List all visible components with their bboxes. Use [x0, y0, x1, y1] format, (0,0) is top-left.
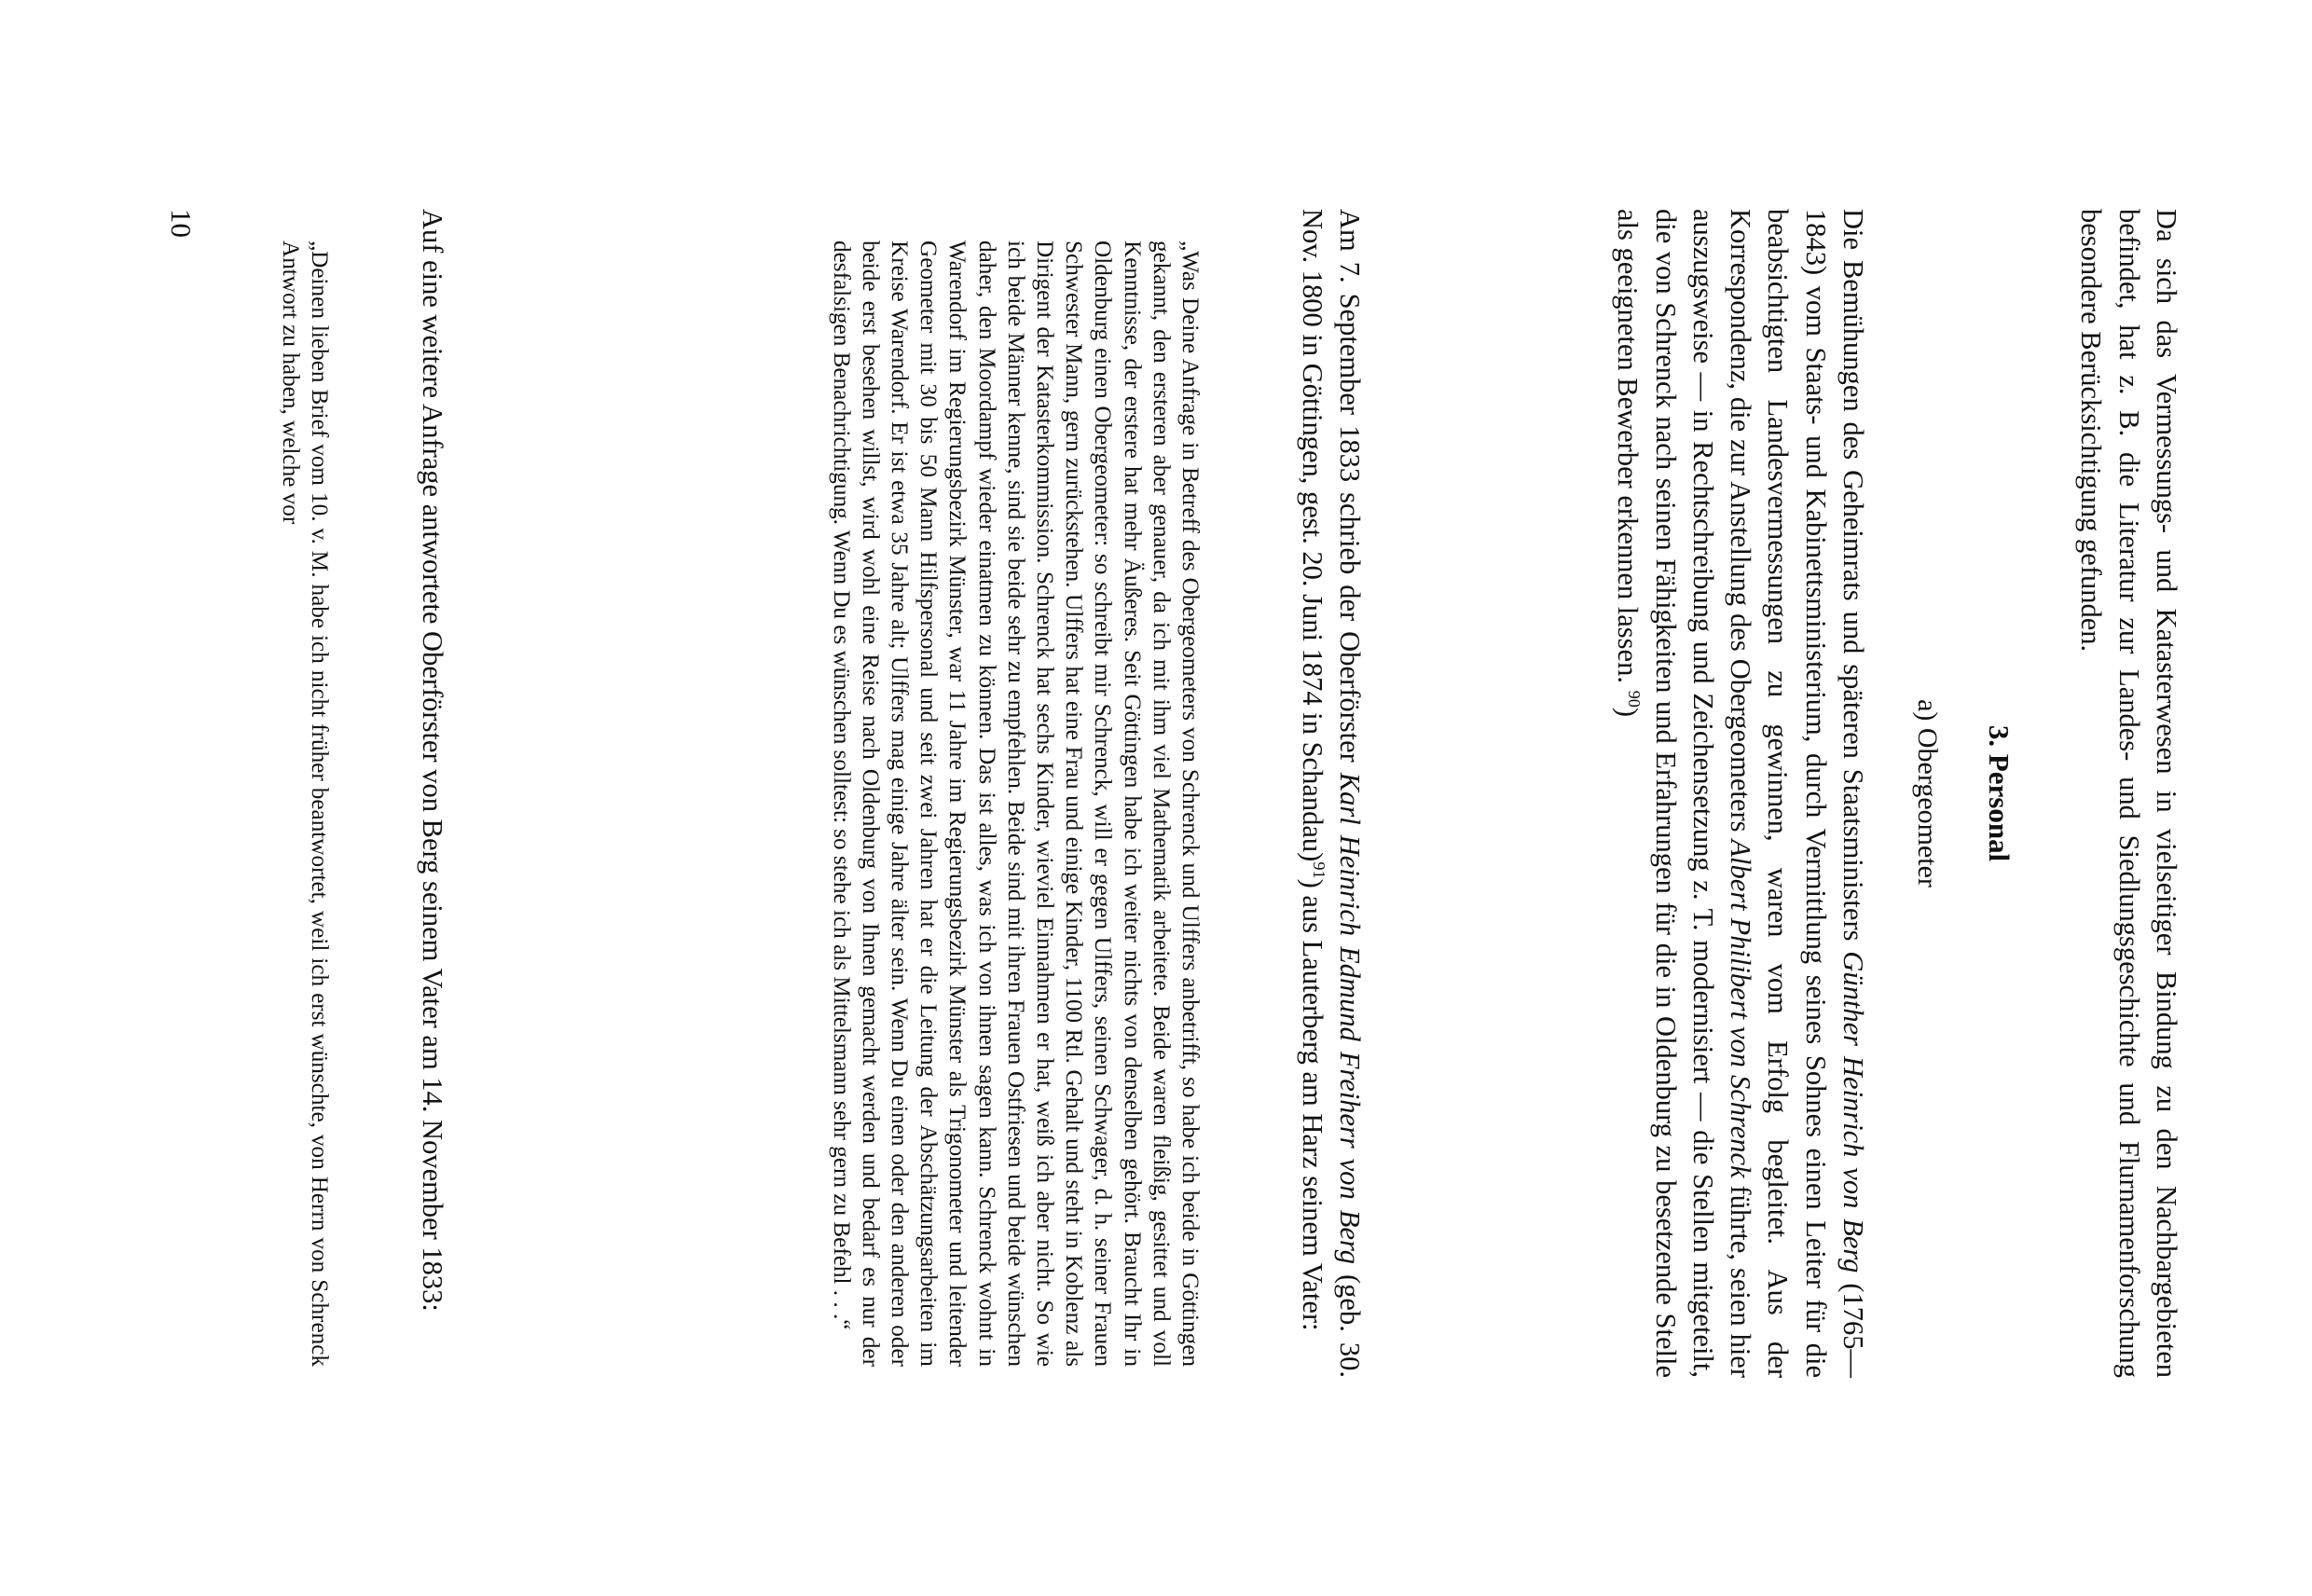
text-run: (1765—1843) vom Staats- und Kabinettsministerium, durch Vermittlung seines Sohnes einen Leiter für die beabsichtigten Landesvermessungen zu gewinnen, waren vom Erfolg begleitet. Aus der Korrespondenz, die zur Anstellung des Obergeometers	[1725, 209, 1869, 1378]
page-number: 10	[165, 209, 198, 238]
footnote-ref-90: 90	[1625, 690, 1645, 708]
paragraph-auf: Auf eine weitere Anfrage antwortete Oberförster von Berg seinem Vater am 14. November 1833:	[417, 209, 448, 1312]
letter-quote-2: „Deinen lieben Brief vom 10. v. M. habe ich nicht früher beantwortet, weil ich erst wünschte, von Herrn von Schrenck Antwort zu haben, welche vor	[277, 241, 332, 1367]
person-name-karl: Karl Heinrich Edmund Freiherr von Berg	[1334, 772, 1366, 1264]
person-name-schrenck: Albert Philibert von Schrenck	[1725, 839, 1757, 1178]
text-run: Die Bemühungen des Geheimrats und späteren Staatsministers	[1837, 209, 1869, 952]
text-run: führte, seien hier auszugsweise — in Rechtschreibung und Zeichensetzung z. T. modernisiert — die Stellen mitgeteilt, die von Schrenck nach seinen Fähigkeiten und Erfahrungen für die in Oldenburg zu besetzende Stelle als geeigneten Bewerber erkennen lassen.	[1612, 209, 1757, 1378]
text-run: ) aus Lauterberg am Harz seinem Vater:	[1296, 878, 1328, 1331]
paragraph-bemuehungen	[1609, 209, 1872, 1378]
section-heading: 3. Personal	[1983, 724, 2016, 862]
text-run: (geb. 30. Nov. 1800 in Göttingen, gest. 20. Juni 1874 in Schandau)	[1296, 209, 1366, 1378]
person-name-guenther: Günther Heinrich von Berg	[1837, 951, 1869, 1273]
paragraph-am7	[1293, 209, 1369, 1378]
letter-quote-1: „Was Deine Anfrage in Betreff des Obergeometers von Schrenck und Ulffers anbetrifft, so habe ich beide in Göttingen gekannt, den ersteren aber genauer, da ich mit ihm viel Mathematik arbeitete. Beide waren fleißig, gesittet und voll Kenntnisse, der erstere hat mehr Äußeres. Seit Göttingen habe ich weiter nichts von denselben gehört. Braucht Ihr in Oldenburg einen Obergeometer: so schreibt mir Schrenck, will er gegen Ulffers, seinen Schwager, d. h. seiner Frauen Schwester Mann, gern zurückstehen. Ulffers hat eine Frau und einige Kinder, 1100 Rtl. Gehalt und steht in Koblenz als Dirigent der Katasterkommission. Schrenck hat sechs Kinder, wieviel Einnahmen er hat, weiß ich aber nicht. So wie ich beide Männer kenne, sind sie beide sehr zu empfehlen. Beide sind mit ihren Frauen Ostfriesen und beide wünschen daher, den Moordampf wieder einatmen zu können. Das ist alles, was ich von ihnen sagen kann. Schrenck wohnt in Warendorf im Regierungsbezirk Münster, war 11 Jahre im Regierungsbezirk Münster als Trigonometer und leitender Geometer mit 30 bis 50 Mann Hilfspersonal und seit zwei Jahren hat er die Leitung der Abschätzungsarbeiten im Kreise Warendorf. Er ist etwa 35 Jahre alt; Ulffers mag einige Jahre älter sein. Wenn Du einen oder den anderen oder beide erst besehen willst, wird wohl eine Reise nach Oldenburg von Ihnen gemacht werden und bedarf es nur der desfalsigen Benachrichtigung. Wenn Du es wünschen solltest: so stehe ich als Mittelsmann sehr gern zu Befehl . . .“	[828, 241, 1203, 1367]
intro-paragraph: Da sich das Vermessungs- und Katasterwesen in vielseitiger Bindung zu den Nachbargebieten befindet, hat z. B. die Literatur zur Landes- und Siedlungsgeschichte und Flurnamenforschung besondere Berücksichtigung gefunden.	[2075, 209, 2182, 1378]
text-run: Am 7. September 1833 schrieb der Oberförster	[1334, 209, 1366, 773]
footnote-paren: )	[1612, 707, 1645, 718]
subsection-heading: a) Obergeometer	[1912, 699, 1943, 887]
footnote-ref-91: 91	[1309, 861, 1328, 879]
